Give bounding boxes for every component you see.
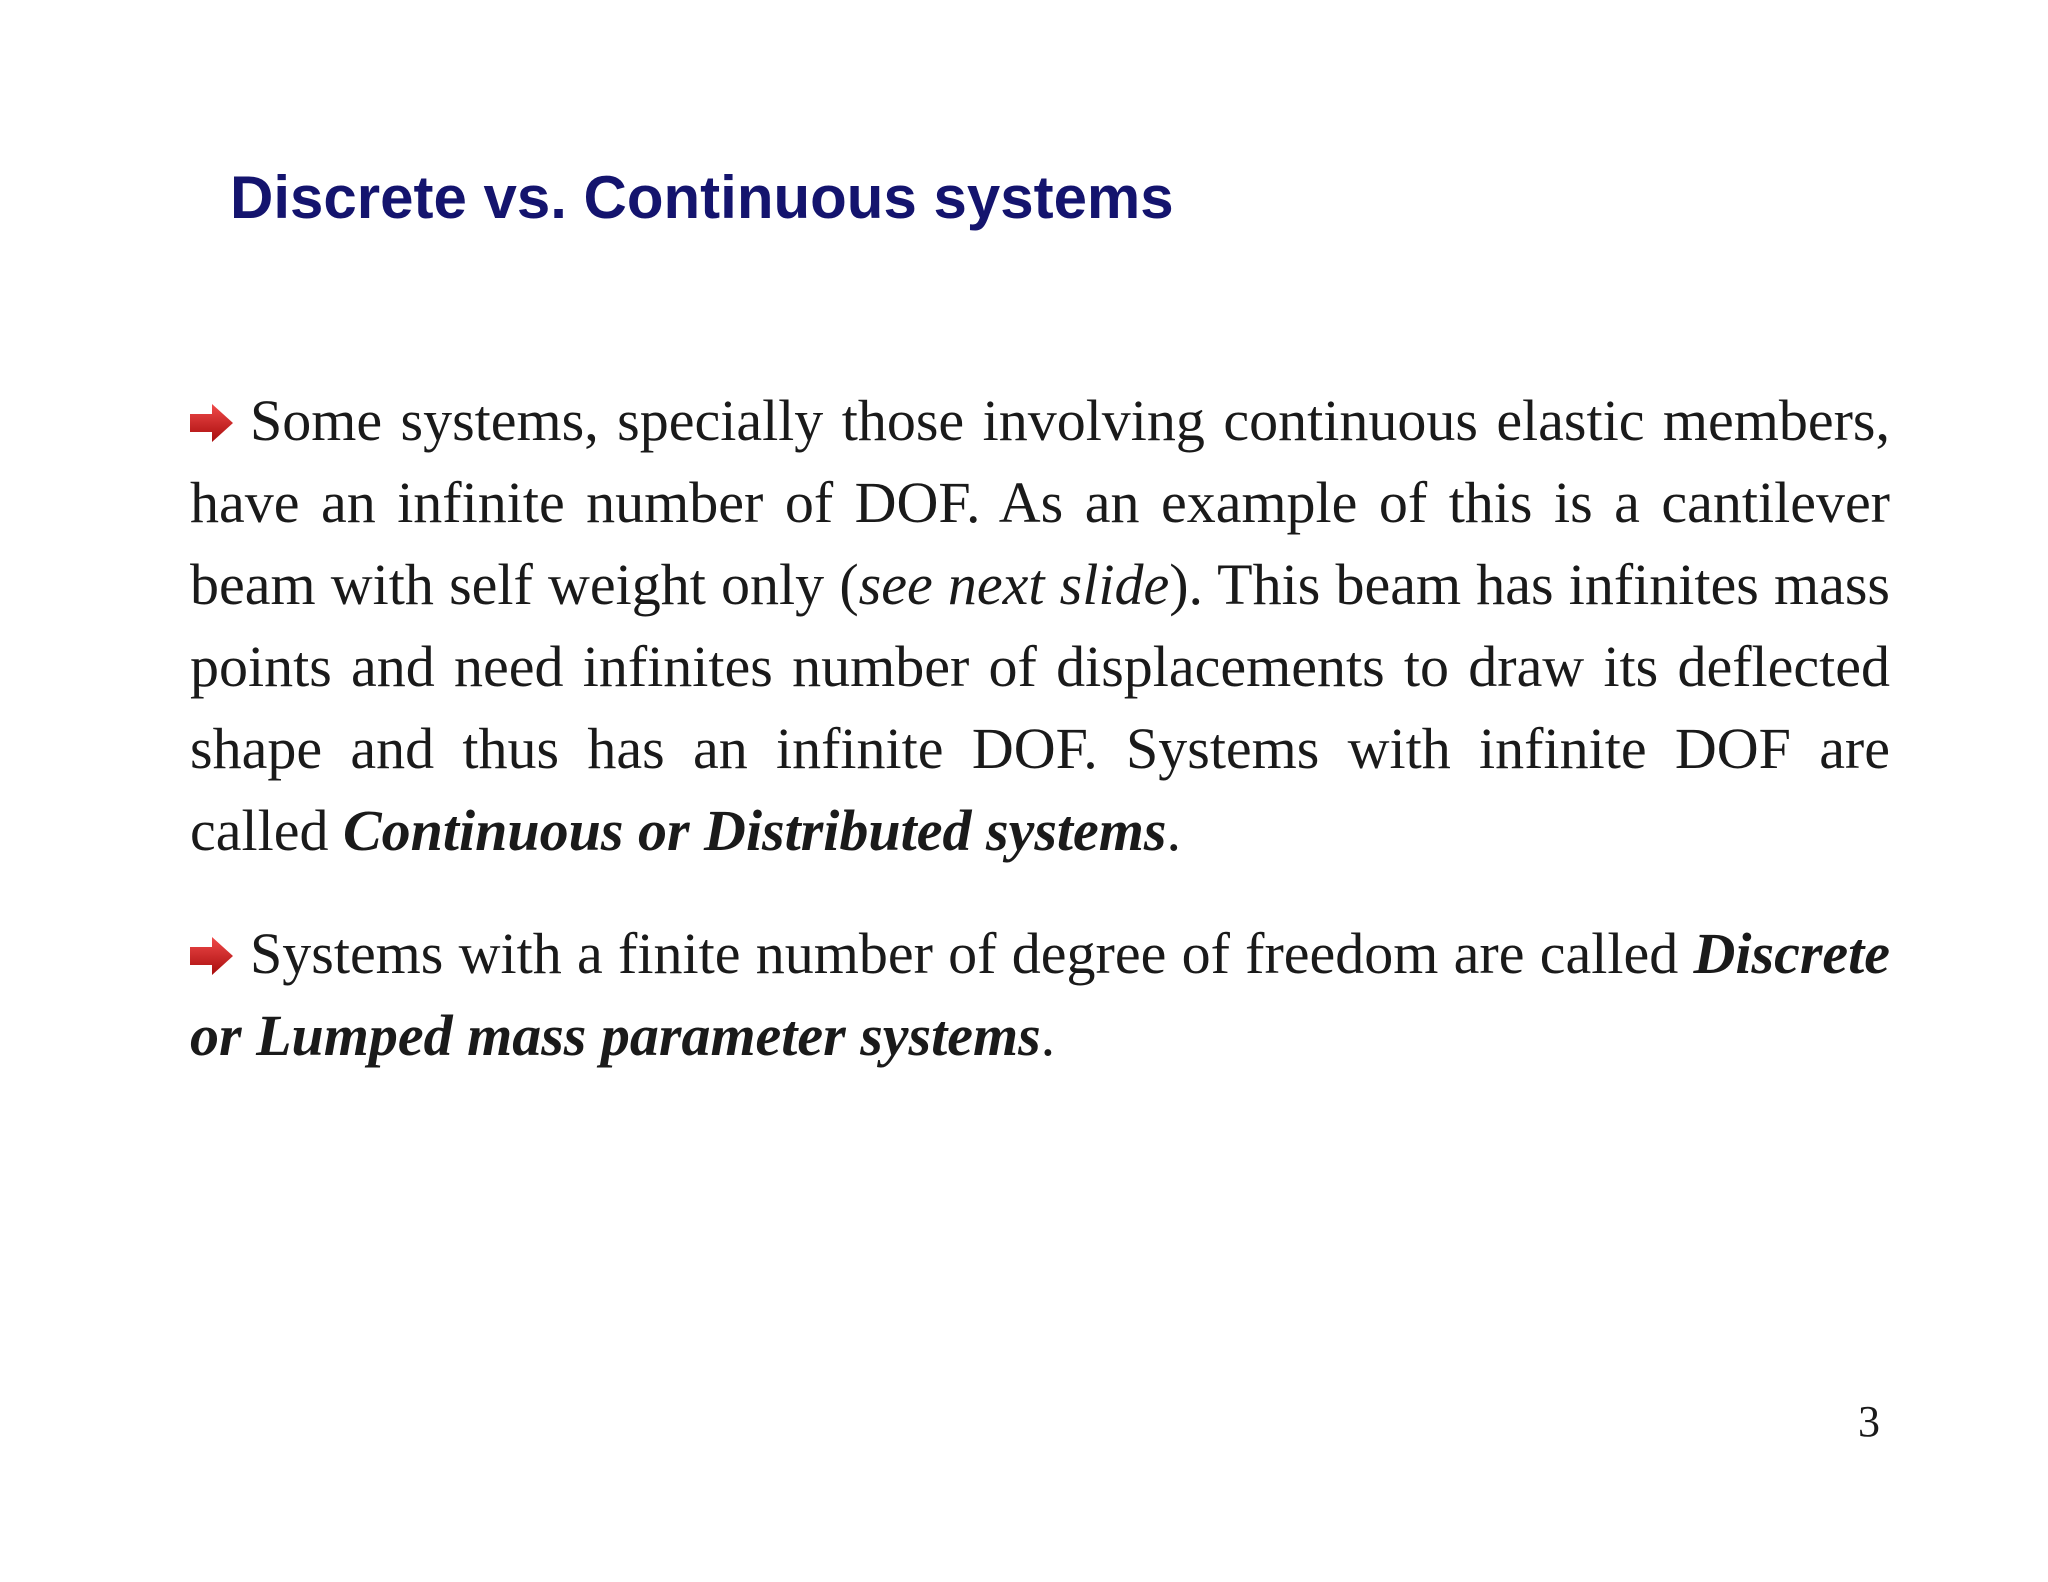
discrete-systems-term: Discrete or Lumped mass parameter systems xyxy=(190,921,1890,1068)
red-arrow-icon xyxy=(190,936,234,976)
bullet-paragraph-1 xyxy=(190,380,1890,872)
bullet-1-text-b: ). This beam has infinites mass points and need infinites number of displacements to draw its deflected shape and thus has an infinite DOF. Systems with infinite DOF are called xyxy=(190,552,1890,863)
continuous-systems-term: Continuous or Distributed systems xyxy=(342,798,1167,863)
slide-title: Discrete vs. Continuous systems xyxy=(230,164,1174,231)
slide-body xyxy=(190,380,1890,1077)
bullet-1-text-a: Some systems, specially those involving continuous elastic members, have an infinite number of DOF. As an example of this is a cantilever beam with self weight only ( xyxy=(190,388,1890,617)
bullet-2-text-a: Systems with a finite number of degree of freedom are called xyxy=(250,921,1694,986)
bullet-1-text-c: . xyxy=(1166,798,1181,863)
red-arrow-icon xyxy=(190,403,234,443)
bullet-2-text-b: . xyxy=(1040,1003,1056,1068)
page-number: 3 xyxy=(1858,1397,1880,1446)
bullet-paragraph-2 xyxy=(190,913,1890,1077)
see-next-slide-text: see next slide xyxy=(858,552,1170,617)
